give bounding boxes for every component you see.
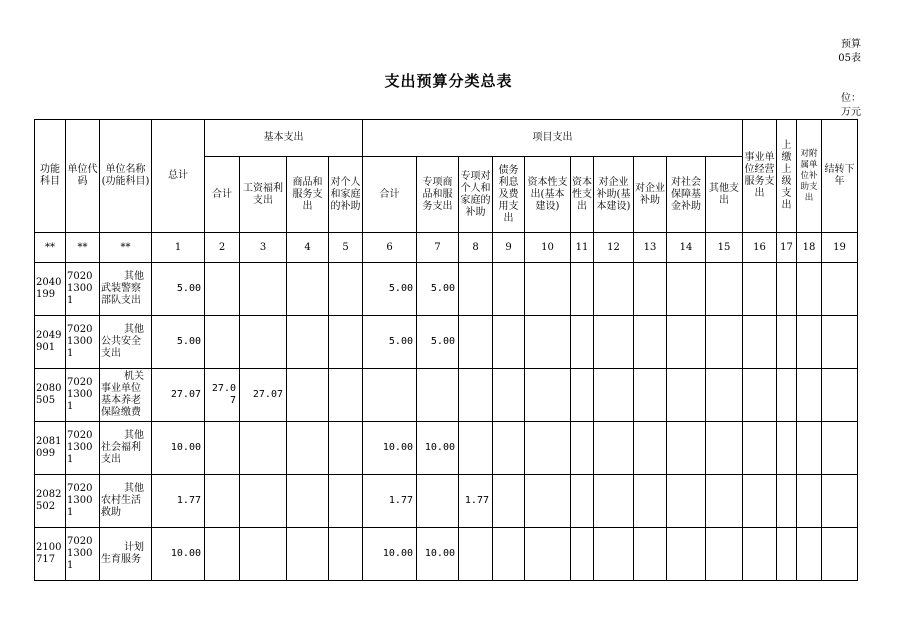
amount-cell — [571, 422, 594, 475]
amount-cell — [459, 369, 493, 422]
column-index-cell: 18 — [797, 233, 822, 263]
unit-name-cell — [100, 422, 152, 475]
amount-cell — [287, 263, 329, 316]
column-index-row — [35, 233, 858, 263]
column-index-cell: 11 — [571, 233, 594, 263]
amount-cell — [706, 475, 743, 528]
func-code-cell: 2040199 — [35, 263, 66, 316]
amount-cell: 5.00 — [152, 316, 205, 369]
amount-cell — [493, 475, 525, 528]
amount-cell — [571, 369, 594, 422]
amount-cell — [205, 316, 240, 369]
corner-line-2: 05表 — [838, 53, 861, 64]
amount-cell — [493, 369, 525, 422]
amount-cell — [822, 316, 858, 369]
amount-cell — [777, 263, 797, 316]
amount-cell — [797, 369, 822, 422]
header-project-other: 其他支出 — [706, 157, 743, 233]
unit-code-cell: 702013001 — [66, 369, 100, 422]
amount-cell — [363, 369, 417, 422]
table-row — [35, 528, 858, 581]
amount-cell: 1.77 — [363, 475, 417, 528]
amount-cell — [743, 528, 777, 581]
column-index-cell: 1 — [152, 233, 205, 263]
amount-cell — [287, 422, 329, 475]
amount-cell — [525, 263, 571, 316]
amount-cell: 10.00 — [363, 528, 417, 581]
amount-cell: 1.77 — [152, 475, 205, 528]
header-project-goods: 专项商品和服务支出 — [417, 157, 459, 233]
unit-name-rest: 社会福利支出 — [101, 442, 141, 465]
amount-cell — [634, 316, 667, 369]
amount-cell — [525, 369, 571, 422]
amount-cell — [706, 369, 743, 422]
unit-line-2: 万元 — [841, 107, 861, 118]
amount-cell — [667, 422, 706, 475]
header-basic-wages: 工资福利支出 — [240, 157, 287, 233]
column-index-cell: 16 — [743, 233, 777, 263]
header-project-enterprise-basic: 对企业补助(基本建设) — [594, 157, 634, 233]
amount-cell: 5.00 — [152, 263, 205, 316]
column-index-cell: 3 — [240, 233, 287, 263]
unit-name-rest: 事业单位基本养老保险缴费 — [101, 383, 141, 418]
header-basic-group: 基本支出 — [205, 120, 363, 157]
unit-name-cell — [100, 316, 152, 369]
unit-name-first-line: 机关 — [124, 371, 144, 382]
amount-cell — [459, 316, 493, 369]
amount-cell: 5.00 — [417, 263, 459, 316]
amount-cell — [777, 528, 797, 581]
amount-cell — [594, 528, 634, 581]
header-business-service: 事业单位经营服务支出 — [743, 120, 777, 233]
amount-cell — [667, 316, 706, 369]
amount-cell — [329, 475, 363, 528]
header-row-1 — [35, 120, 858, 157]
func-code-cell: 2082502 — [35, 475, 66, 528]
column-index-cell: 8 — [459, 233, 493, 263]
header-unit-name: 单位名称(功能科目) — [100, 120, 152, 233]
func-code-cell: 2080505 — [35, 369, 66, 422]
header-project-enterprise: 对企业补助 — [634, 157, 667, 233]
amount-cell — [777, 475, 797, 528]
column-index-cell: 9 — [493, 233, 525, 263]
amount-cell — [205, 422, 240, 475]
amount-cell: 27.07 — [240, 369, 287, 422]
amount-cell: 5.00 — [363, 263, 417, 316]
amount-cell — [743, 422, 777, 475]
amount-cell — [459, 263, 493, 316]
column-index-cell: 15 — [706, 233, 743, 263]
amount-cell — [240, 263, 287, 316]
amount-cell — [634, 422, 667, 475]
amount-cell — [594, 316, 634, 369]
func-code-cell: 2100717 — [35, 528, 66, 581]
amount-cell — [634, 475, 667, 528]
amount-cell — [240, 316, 287, 369]
amount-cell — [634, 369, 667, 422]
unit-name-rest: 武装警察部队支出 — [101, 283, 141, 306]
header-basic-total: 合计 — [205, 157, 240, 233]
unit-code-cell: 702013001 — [66, 422, 100, 475]
unit-note — [841, 92, 861, 120]
column-index-cell: 6 — [363, 233, 417, 263]
header-func-code: 功能科目 — [35, 120, 66, 233]
amount-cell — [634, 263, 667, 316]
column-index-cell: ** — [100, 233, 152, 263]
func-code-cell: 2081099 — [35, 422, 66, 475]
unit-code-cell: 702013001 — [66, 263, 100, 316]
column-index-cell: 17 — [777, 233, 797, 263]
amount-cell — [287, 369, 329, 422]
amount-cell — [571, 528, 594, 581]
column-index-cell: 19 — [822, 233, 858, 263]
unit-code-cell: 702013001 — [66, 475, 100, 528]
budget-table — [34, 119, 858, 581]
amount-cell — [743, 263, 777, 316]
table-row — [35, 369, 858, 422]
unit-name-cell — [100, 528, 152, 581]
amount-cell — [493, 528, 525, 581]
amount-cell — [240, 528, 287, 581]
amount-cell — [822, 369, 858, 422]
amount-cell: 5.00 — [417, 316, 459, 369]
amount-cell — [493, 422, 525, 475]
unit-name-first-line: 其他 — [124, 483, 144, 494]
table-row — [35, 422, 858, 475]
amount-cell — [667, 528, 706, 581]
header-basic-personal: 对个人和家庭的补助 — [329, 157, 363, 233]
amount-cell: 27.07 — [205, 369, 240, 422]
amount-cell — [743, 475, 777, 528]
amount-cell — [594, 369, 634, 422]
unit-name-cell — [100, 369, 152, 422]
amount-cell — [822, 422, 858, 475]
amount-cell — [706, 528, 743, 581]
unit-name-rest: 公共安全支出 — [101, 336, 141, 359]
unit-line-1: 位： — [841, 93, 861, 104]
amount-cell — [493, 316, 525, 369]
unit-name-cell — [100, 263, 152, 316]
amount-cell — [329, 263, 363, 316]
amount-cell — [287, 528, 329, 581]
amount-cell — [525, 528, 571, 581]
amount-cell — [329, 316, 363, 369]
unit-name-cell — [100, 475, 152, 528]
amount-cell — [797, 475, 822, 528]
column-index-cell: 5 — [329, 233, 363, 263]
header-project-social-security: 对社会保障基金补助 — [667, 157, 706, 233]
amount-cell — [205, 475, 240, 528]
corner-line-1: 预算 — [841, 39, 861, 50]
header-unit-code: 单位代码 — [66, 120, 100, 233]
amount-cell — [706, 263, 743, 316]
amount-cell — [571, 475, 594, 528]
unit-name-rest: 农村生活救助 — [101, 495, 141, 518]
amount-cell: 10.00 — [363, 422, 417, 475]
amount-cell — [417, 475, 459, 528]
amount-cell — [287, 475, 329, 528]
amount-cell — [594, 475, 634, 528]
column-index-cell: ** — [66, 233, 100, 263]
amount-cell — [417, 369, 459, 422]
amount-cell — [594, 263, 634, 316]
amount-cell — [667, 263, 706, 316]
amount-cell — [525, 316, 571, 369]
amount-cell — [706, 316, 743, 369]
amount-cell — [329, 528, 363, 581]
amount-cell — [205, 528, 240, 581]
column-index-cell: ** — [35, 233, 66, 263]
amount-cell — [240, 422, 287, 475]
header-project-capital-basic: 资本性支出(基本建设) — [525, 157, 571, 233]
column-index-cell: 7 — [417, 233, 459, 263]
amount-cell — [797, 528, 822, 581]
column-index-cell: 12 — [594, 233, 634, 263]
amount-cell — [797, 316, 822, 369]
amount-cell — [525, 422, 571, 475]
data-rows — [35, 263, 858, 581]
table-row — [35, 316, 858, 369]
amount-cell — [493, 263, 525, 316]
amount-cell — [329, 369, 363, 422]
amount-cell — [777, 422, 797, 475]
amount-cell — [777, 316, 797, 369]
amount-cell — [594, 422, 634, 475]
column-index-cell: 14 — [667, 233, 706, 263]
amount-cell — [667, 475, 706, 528]
unit-name-first-line: 其他 — [124, 271, 144, 282]
amount-cell — [667, 369, 706, 422]
table-row — [35, 475, 858, 528]
amount-cell: 10.00 — [152, 422, 205, 475]
column-index-cell: 2 — [205, 233, 240, 263]
header-remit-superior: 上缴上级支出 — [777, 120, 797, 233]
column-index-cell: 13 — [634, 233, 667, 263]
header-project-personal: 专项对个人和家庭的补助 — [459, 157, 493, 233]
amount-cell: 1.77 — [459, 475, 493, 528]
column-index-cell: 4 — [287, 233, 329, 263]
header-project-capital: 资本性支出 — [571, 157, 594, 233]
amount-cell — [571, 263, 594, 316]
amount-cell — [459, 422, 493, 475]
amount-cell — [571, 316, 594, 369]
amount-cell — [525, 475, 571, 528]
unit-name-rest: 生育服务 — [101, 554, 141, 565]
unit-code-cell: 702013001 — [66, 316, 100, 369]
amount-cell: 10.00 — [417, 422, 459, 475]
amount-cell — [822, 475, 858, 528]
amount-cell: 5.00 — [363, 316, 417, 369]
table-number-note — [838, 38, 861, 66]
amount-cell — [634, 528, 667, 581]
amount-cell — [822, 263, 858, 316]
amount-cell — [797, 263, 822, 316]
unit-name-first-line: 计划 — [124, 542, 144, 553]
amount-cell — [743, 316, 777, 369]
header-project-total: 合计 — [363, 157, 417, 233]
header-subsidiary-subsidy: 对附属单位补助支出 — [797, 120, 822, 233]
column-index-cell: 10 — [525, 233, 571, 263]
table-row — [35, 263, 858, 316]
header-carry-forward: 结转下年 — [822, 120, 858, 233]
amount-cell — [777, 369, 797, 422]
unit-code-cell: 702013001 — [66, 528, 100, 581]
amount-cell — [459, 528, 493, 581]
unit-name-first-line: 其他 — [124, 430, 144, 441]
header-project-group: 项目支出 — [363, 120, 743, 157]
amount-cell — [822, 528, 858, 581]
amount-cell: 10.00 — [417, 528, 459, 581]
amount-cell — [329, 422, 363, 475]
page-title: 支出预算分类总表 — [384, 72, 513, 90]
amount-cell — [706, 422, 743, 475]
header-project-debt: 债务利息及费用支出 — [493, 157, 525, 233]
amount-cell — [240, 475, 287, 528]
amount-cell — [743, 369, 777, 422]
unit-name-first-line: 其他 — [124, 324, 144, 335]
func-code-cell: 2049901 — [35, 316, 66, 369]
amount-cell — [287, 316, 329, 369]
amount-cell: 27.07 — [152, 369, 205, 422]
amount-cell: 10.00 — [152, 528, 205, 581]
header-basic-goods: 商品和服务支出 — [287, 157, 329, 233]
header-total: 总计 — [152, 120, 205, 233]
amount-cell — [797, 422, 822, 475]
amount-cell — [205, 263, 240, 316]
